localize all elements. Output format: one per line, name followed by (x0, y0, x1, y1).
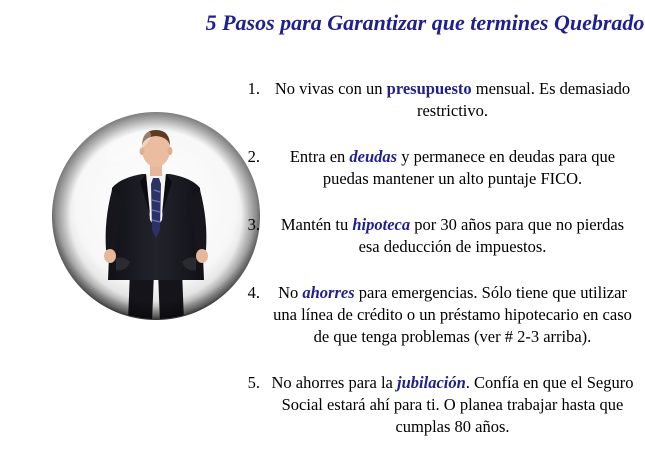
list-item (225, 214, 635, 258)
step-keyword: presupuesto (386, 79, 472, 98)
list-item (225, 372, 635, 438)
step-number: 2. (247, 147, 260, 166)
step-number: 4. (247, 283, 260, 302)
step-text: No ahorres para la jubilación. Confía en que el Seguro Social estará ahí para ti. O planea trabajar hasta que cumplas 80 años. (271, 373, 634, 436)
list-item (225, 282, 635, 348)
step-keyword: hipoteca (352, 215, 411, 234)
step-keyword: deudas (349, 147, 398, 166)
step-text: No ahorres para emergencias. Sólo tiene que utilizar una línea de crédito o un préstamo hipotecario en caso de que tenga problemas (ver # 2-3 arriba). (273, 283, 632, 346)
step-keyword: jubilación (397, 373, 466, 392)
step-number: 5. (247, 373, 260, 392)
steps-list (225, 78, 635, 438)
list-item (225, 146, 635, 190)
step-number: 3. (247, 215, 260, 234)
step-text: No vivas con un presupuesto mensual. Es demasiado restrictivo. (274, 79, 631, 120)
list-item (225, 78, 635, 122)
step-text: Entra en deudas y permanece en deudas para que puedas mantener un alto puntaje FICO. (289, 147, 616, 188)
step-number: 1. (247, 79, 260, 98)
step-keyword: ahorres (302, 283, 355, 302)
page-title: 5 Pasos para Garantizar que termines Quebrado (205, 10, 645, 35)
step-text: Mantén tu hipoteca por 30 años para que no pierdas esa deducción de impuestos. (280, 215, 625, 256)
